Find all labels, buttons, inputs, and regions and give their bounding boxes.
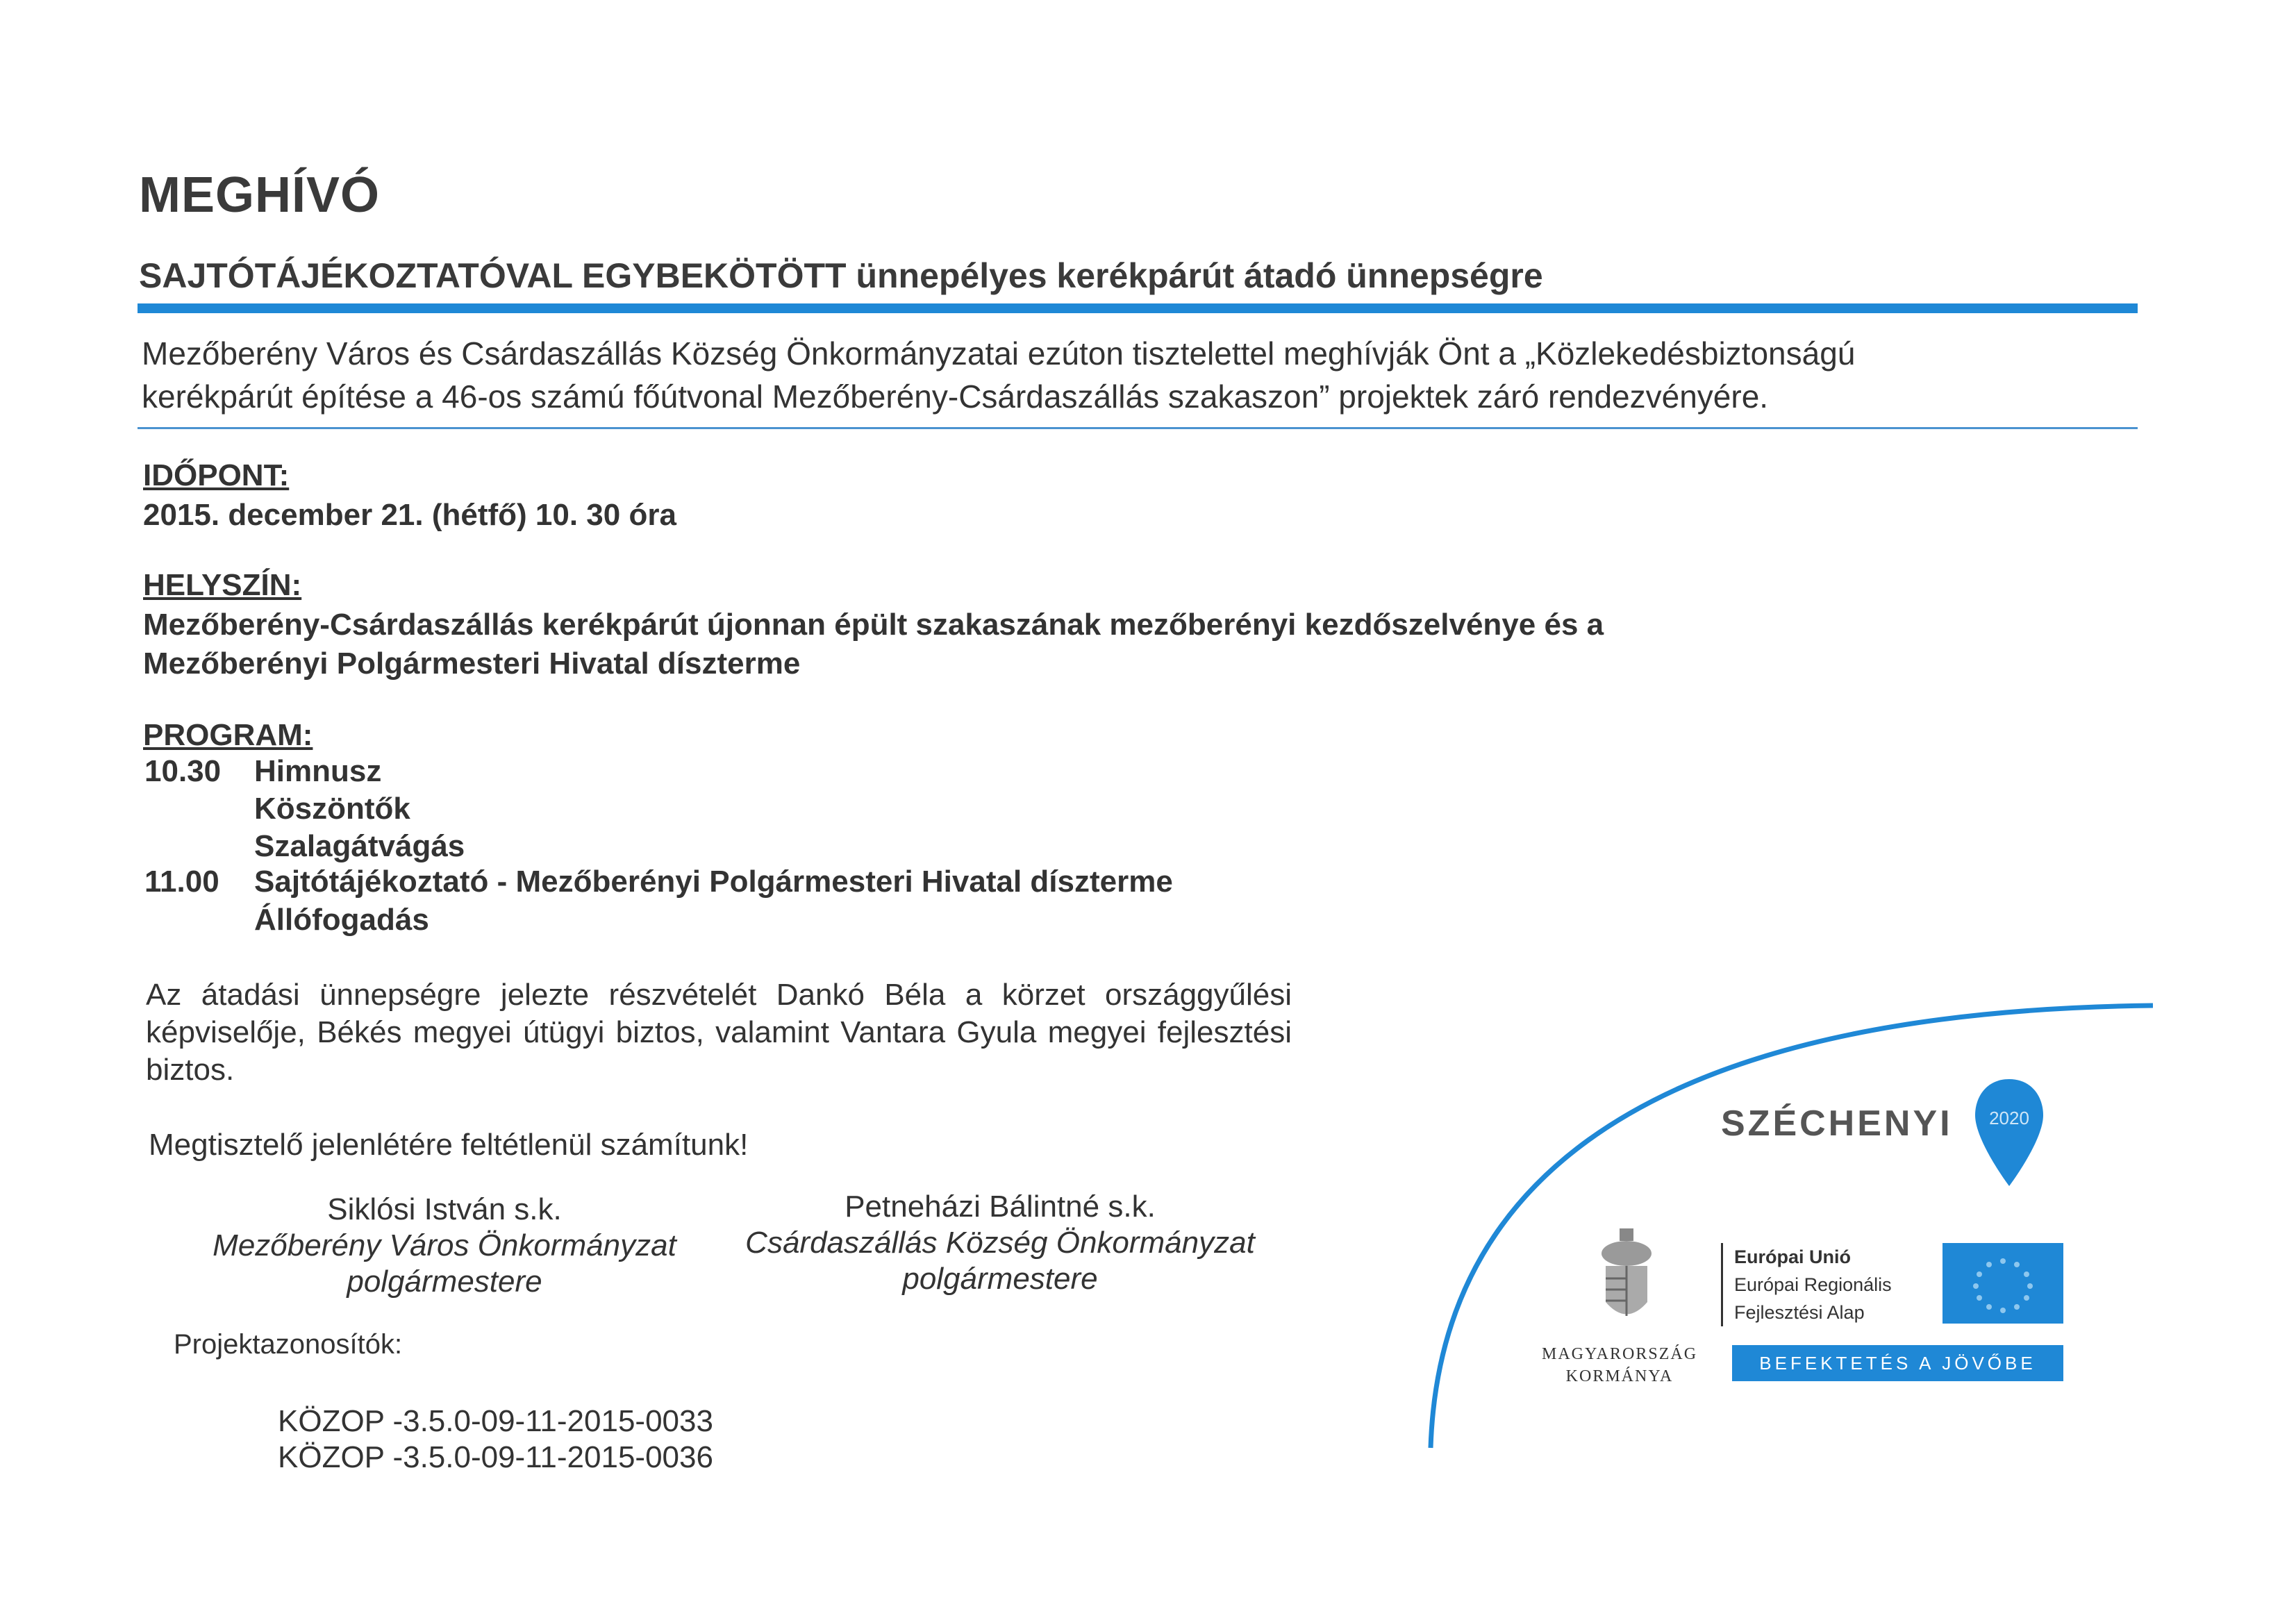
eu-flag-icon bbox=[1943, 1243, 2063, 1324]
eu-stars-icon bbox=[1943, 1243, 2063, 1324]
befektetes-banner: BEFEKTETÉS A JÖVŐBE bbox=[1732, 1345, 2063, 1381]
page-subtitle: SAJTÓTÁJÉKOZTATÓVAL EGYBEKÖTÖTT ünnepélyes kerékpárút átadó ünnepségre bbox=[139, 256, 1543, 295]
signature-role: polgármestere bbox=[347, 1265, 542, 1299]
szechenyi-text: SZÉCHENYI bbox=[1721, 1103, 1953, 1144]
title-divider bbox=[138, 303, 2138, 313]
hungarian-coat-of-arms-icon bbox=[1599, 1226, 1654, 1330]
program-item: Állófogadás bbox=[254, 903, 429, 937]
intro-line-2: kerékpárút építése a 46-os számú főútvonal Mezőberény-Csárdaszállás szakaszon” projektek záró rendezvényére. bbox=[142, 378, 1769, 415]
signature-block-2 bbox=[722, 1189, 1278, 1297]
government-logo-text: MAGYARORSZÁG KORMÁNYA bbox=[1542, 1345, 1698, 1385]
attendance-paragraph: Az átadási ünnepségre jelezte részvételét Dankó Béla a körzet országgyűlési képviselője, Békés megyei útügyi biztos, valamint Vantara Gyula megyei fejlesztési biztos. bbox=[146, 978, 1292, 1087]
map-pin-icon bbox=[1971, 1075, 2047, 1193]
helyszin-label: HELYSZÍN: bbox=[143, 568, 302, 602]
intro-line-1: Mezőberény Város és Csárdaszállás Község Önkormányzatai ezúton tisztelettel meghívják Önt a „Közlekedésbiztonságú bbox=[142, 335, 1856, 372]
signature-role: polgármestere bbox=[902, 1262, 1098, 1296]
program-item: Szalagátvágás bbox=[254, 829, 465, 863]
intro-paragraph bbox=[142, 332, 2135, 418]
idopont-label: IDŐPONT: bbox=[143, 458, 290, 492]
idopont-value: 2015. december 21. (hétfő) 10. 30 óra bbox=[143, 498, 676, 532]
program-item: Köszöntők bbox=[254, 792, 410, 826]
closing-text: Megtisztelő jelenlétére feltétlenül számítunk! bbox=[149, 1128, 749, 1162]
helyszin-line-2: Mezőberényi Polgármesteri Hivatal díszterme bbox=[143, 647, 801, 681]
signature-org: Csárdaszállás Község Önkormányzat bbox=[745, 1226, 1255, 1260]
signature-name: Siklósi István s.k. bbox=[327, 1192, 562, 1226]
idopont-section bbox=[143, 458, 676, 535]
szechenyi-year: 2020 bbox=[1989, 1108, 2029, 1128]
projects-label: Projektazonosítók: bbox=[174, 1329, 403, 1360]
signature-block-1 bbox=[181, 1192, 708, 1300]
signature-org: Mezőberény Város Önkormányzat bbox=[213, 1228, 676, 1262]
helyszin-section bbox=[143, 568, 1604, 683]
program-label: PROGRAM: bbox=[143, 718, 313, 752]
program-item: 10.30 Himnusz bbox=[144, 754, 382, 788]
helyszin-line-1: Mezőberény-Csárdaszállás kerékpárút újonnan épült szakaszának mezőberényi kezdőszelvénye és a bbox=[143, 608, 1604, 642]
intro-divider bbox=[138, 427, 2138, 429]
signature-name: Petneházi Bálintné s.k. bbox=[845, 1190, 1156, 1224]
program-item: 11.00 Sajtótájékoztató - Mezőberényi Polgármesteri Hivatal díszterme bbox=[144, 865, 1173, 899]
eu-fund-text: Európai Unió Európai Regionális Fejlesztési Alap bbox=[1721, 1243, 1892, 1326]
project-id: KÖZOP -3.5.0-09-11-2015-0036 bbox=[278, 1440, 713, 1474]
page-title: MEGHÍVÓ bbox=[139, 167, 381, 223]
project-id: KÖZOP -3.5.0-09-11-2015-0033 bbox=[278, 1404, 713, 1438]
